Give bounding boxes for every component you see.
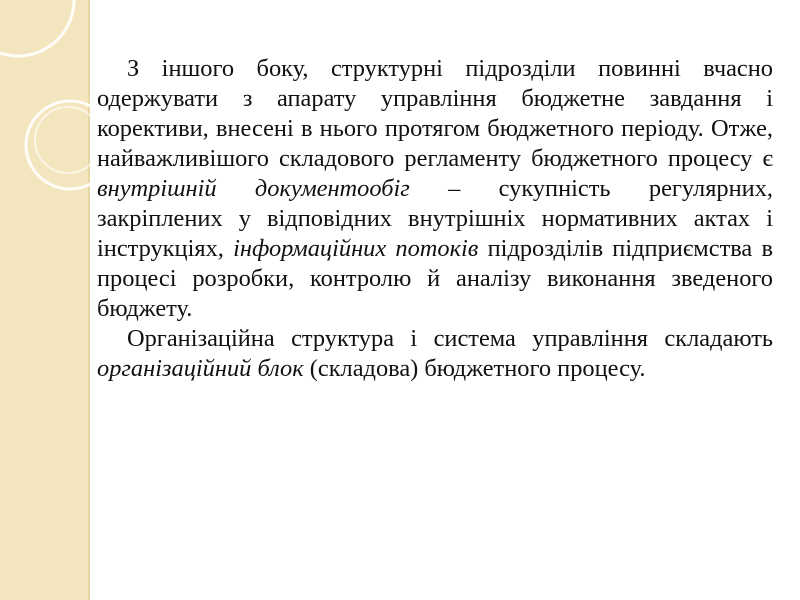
paragraph <box>97 324 773 384</box>
text-run-italic-term: інформаційних потоків <box>233 235 479 263</box>
text-run: Організаційна структура і система управління складають <box>127 325 773 353</box>
text-run-italic-term: внутрішній документообіг <box>97 175 410 203</box>
text-run-italic-term: організаційний блок <box>97 355 304 383</box>
paragraph <box>97 54 773 324</box>
slide-body-text <box>97 54 773 384</box>
text-run: підрозділів підприємства в процесі розробки, контролю й аналізу виконання зведеного бюджету. <box>97 235 773 323</box>
side-band-border <box>88 0 90 600</box>
text-run: – сукупність регулярних, закріплених у відповідних внутрішніх нормативних актах і інструкціях, <box>97 175 774 263</box>
text-run: З іншого боку, структурні підрозділи повинні вчасно одержувати з апарату управління бюджетне завдання і корективи, внесені в нього протягом бюджетного періоду. Отже, найважливішого складового регламенту бюджетного процесу є <box>97 55 773 173</box>
decorative-side-band <box>0 0 88 600</box>
text-run: (складова) бюджетного процесу. <box>303 355 646 383</box>
